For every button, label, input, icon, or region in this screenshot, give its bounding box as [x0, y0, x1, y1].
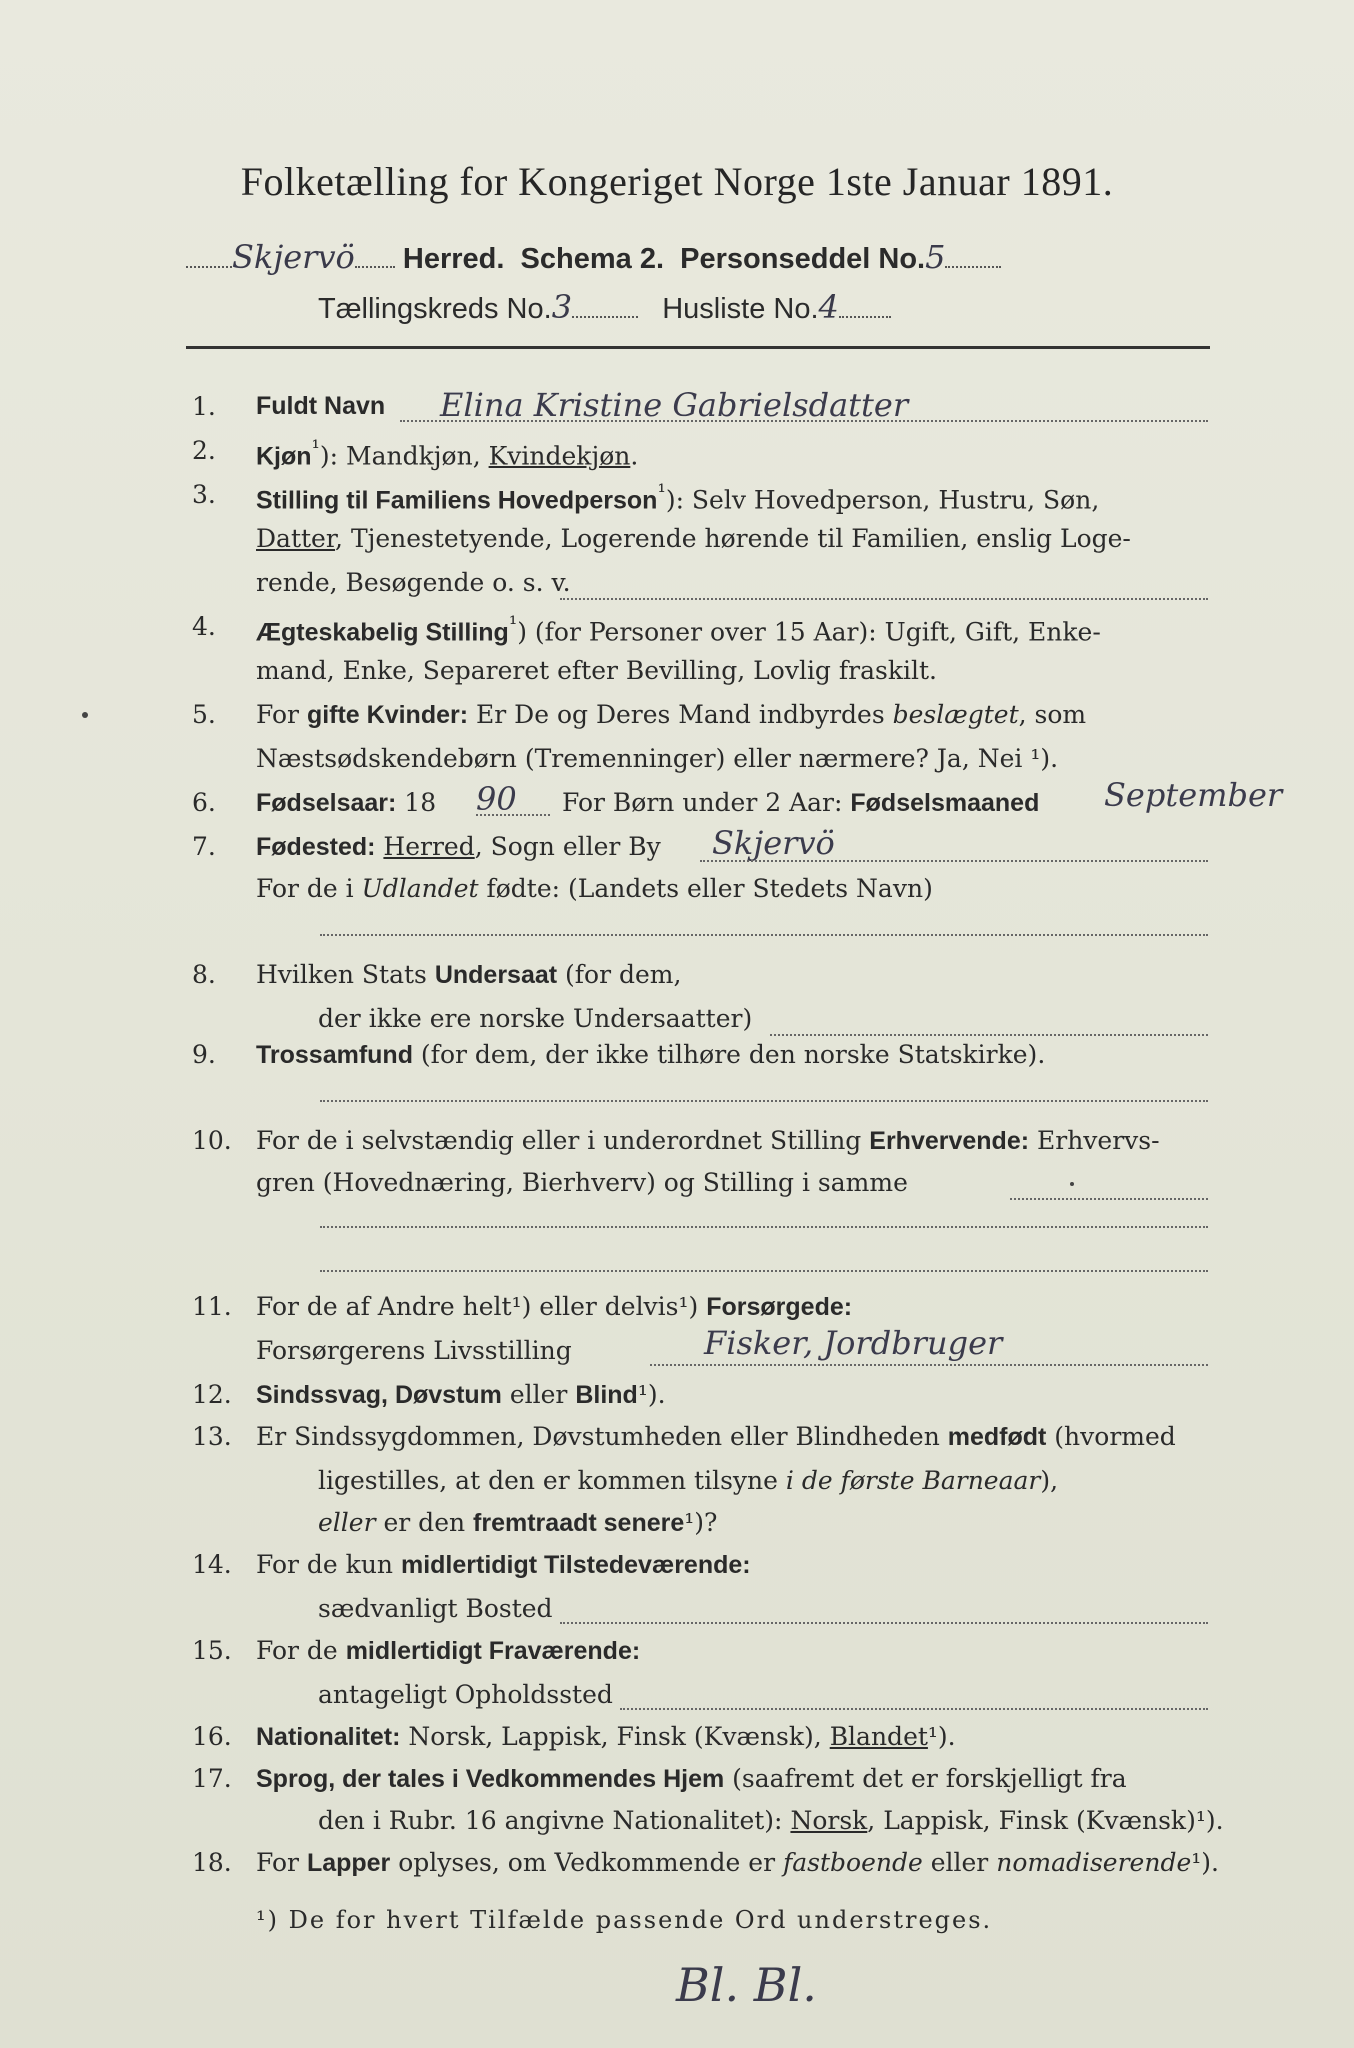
item-14 [0, 1550, 1354, 1590]
item-text: ) (for Personer over 15 Aar): Ugift, Gift, Enke- [517, 617, 1101, 647]
item-number: 9. [192, 1040, 216, 1069]
kreds-label: Tællingskreds No. [318, 293, 552, 325]
item-8-line-2 [0, 1004, 1354, 1044]
item-number: 16. [192, 1722, 232, 1751]
item-text: , Lappisk, Finsk (Kvænsk)¹). [867, 1806, 1224, 1835]
full-name-value: Elina Kristine Gabrielsdatter [440, 386, 909, 424]
item-text: er den [375, 1508, 474, 1537]
fill-line [320, 1226, 1208, 1228]
fill-line [320, 1100, 1208, 1102]
item-number: 12. [192, 1380, 232, 1409]
item-number: 11. [192, 1292, 232, 1321]
item-number: 10. [192, 1126, 232, 1155]
item-label: Nationalitet: [256, 1723, 401, 1751]
item-text: For de i [256, 874, 362, 903]
signature: Bl. Bl. [676, 1958, 817, 2012]
personseddel-value: 5 [925, 238, 946, 276]
kreds-value: 3 [551, 288, 573, 326]
item-text: oplyses, om Vedkommende er [390, 1848, 783, 1877]
item-text: beslægtet [892, 700, 1019, 729]
item-13-line-3 [0, 1508, 1354, 1548]
selected-option: Kvindekjøn [488, 441, 631, 471]
item-label: Erhvervende: [869, 1127, 1030, 1155]
herred-value: Skjervö [232, 238, 355, 276]
item-text: sædvanligt Bosted [318, 1594, 553, 1623]
item-text: fødte: (Landets eller Stedets Navn) [478, 874, 933, 903]
item-number: 13. [192, 1422, 232, 1451]
item-number: 17. [192, 1764, 232, 1793]
item-4: 4. Ægteskabelig Stilling$^{^1}$) (for Personer over 15 Aar): Ugift, Gift, Enke- [192, 612, 1101, 647]
item-9 [0, 1040, 1354, 1080]
item-text: gren (Hovednæring, Bierhverv) og Stilling i samme [256, 1168, 908, 1197]
item-text: ¹)? [684, 1508, 718, 1537]
item-text: ¹). [1191, 1848, 1219, 1877]
item-text: , Tjenestetyende, Logerende hørende til Familien, enslig Loge- [335, 524, 1131, 553]
item-label: Fødselsmaaned [850, 789, 1040, 817]
footnote: ¹) De for hvert Tilfælde passende Ord understreges. [256, 1906, 993, 1934]
item-11 [0, 1292, 1354, 1332]
item-text: (hvormed [1046, 1422, 1176, 1451]
item-label: Stilling til Familiens Hovedperson [256, 486, 658, 515]
item-label: midlertidigt Fraværende: [345, 1637, 641, 1665]
item-label: fremtraadt senere [473, 1509, 685, 1537]
item-text: ¹). [637, 1380, 666, 1409]
item-label: Undersaat [434, 961, 558, 989]
item-text: (for dem, der ikke tilhøre den norske Statskirke). [412, 1040, 1046, 1069]
item-label: Blind [575, 1381, 638, 1409]
item-text: rende, Besøgende o. s. v. [256, 568, 571, 597]
item-text: Forsørgerens Livsstilling [256, 1336, 572, 1365]
item-3-line-2 [0, 524, 1354, 564]
item-text: nomadiserende [996, 1848, 1192, 1877]
item-label: Fødested: [256, 833, 376, 861]
item-text: ): Selv Hovedperson, Hustru, Søn, [665, 485, 1100, 515]
item-17-line-2 [0, 1806, 1354, 1846]
item-text: antageligt Opholdssted [318, 1680, 613, 1709]
item-number: 14. [192, 1550, 232, 1579]
herred-line [186, 238, 1001, 276]
fill-line [320, 934, 1208, 936]
item-3: 3. Stilling til Familiens Hovedperson$^{^1}$): Selv Hovedperson, Hustru, Søn, [192, 480, 1100, 515]
item-text: For [256, 700, 307, 729]
item-text: ), [1040, 1466, 1059, 1495]
item-label: Sprog, der tales i Vedkommendes Hjem [256, 1765, 725, 1793]
item-number: 8. [192, 960, 216, 989]
husliste-value: 4 [818, 288, 839, 326]
selected-option: Blandet [829, 1722, 928, 1751]
form-title: Folketælling for Kongeriget Norge 1ste Januar 1891. [240, 159, 1114, 204]
item-text: Næstsødskendebørn (Tremenninger) eller nærmere? Ja, Nei ¹). [256, 744, 1059, 773]
item-text: den i Rubr. 16 angivne Nationalitet): [318, 1806, 791, 1835]
paper-speck [1070, 1182, 1074, 1186]
item-text: der ikke ere norske Undersaatter) [318, 1004, 753, 1033]
item-text: ): Mandkjøn, [319, 441, 489, 471]
item-8 [0, 960, 1354, 1000]
herred-label: Herred. [402, 243, 505, 275]
item-label: Sindssvag, Døvstum [256, 1381, 502, 1409]
item-5 [0, 700, 1354, 740]
item-label: Lapper [306, 1849, 391, 1877]
item-15-line-2 [0, 1680, 1354, 1720]
selected-option: Norsk [790, 1806, 868, 1835]
item-text: ¹). [927, 1722, 956, 1751]
item-text: . [630, 441, 639, 471]
fill-line [770, 1034, 1208, 1036]
schema-label: Schema 2. [520, 243, 665, 275]
birthplace-value: Skjervö [712, 824, 835, 862]
fill-line [650, 1364, 1208, 1366]
item-label: Trossamfund [256, 1041, 413, 1069]
item-13-line-2 [0, 1466, 1354, 1506]
paper-speck [82, 712, 88, 718]
fill-line [700, 860, 1208, 862]
item-text: (saafremt det er forskjelligt fra [724, 1764, 1127, 1793]
item-3-line-3 [0, 568, 1354, 608]
item-text: For de kun [256, 1550, 401, 1579]
item-17 [0, 1764, 1354, 1804]
item-label: gifte Kvinder: [306, 701, 469, 729]
item-12 [0, 1380, 1354, 1420]
item-text: Hvilken Stats [256, 960, 435, 989]
item-text: , som [1018, 700, 1087, 729]
item-10 [0, 1126, 1354, 1166]
selected-option: Datter [256, 524, 336, 553]
item-text: Udlandet [361, 874, 479, 903]
item-number: 15. [192, 1636, 232, 1665]
item-15 [0, 1636, 1354, 1676]
item-text: eller [922, 1848, 997, 1877]
fill-line [560, 598, 1208, 600]
item-4-line-2 [0, 656, 1354, 696]
birth-month-value: September [1104, 776, 1283, 814]
item-14-line-2 [0, 1594, 1354, 1634]
item-13 [0, 1422, 1354, 1462]
item-11-line-2 [0, 1336, 1354, 1376]
provider-occupation-value: Fisker, Jordbruger [704, 1324, 1003, 1362]
fill-line [320, 1270, 1208, 1272]
kreds-line [318, 288, 891, 326]
item-text: eller [318, 1508, 376, 1537]
item-label: Kjøn [256, 442, 312, 471]
item-number: 6. [192, 788, 216, 817]
item-text: Erhvervs- [1029, 1126, 1160, 1155]
item-text: fastboende [782, 1848, 923, 1877]
item-number: 7. [192, 832, 216, 861]
item-text: Er Sindssygdommen, Døvstumheden eller Blindheden [256, 1422, 948, 1451]
item-number: 1. [192, 392, 216, 421]
item-text: For de af Andre helt¹) eller delvis¹) [256, 1292, 707, 1321]
item-text: i de første Barneaar [785, 1466, 1041, 1495]
item-number: 2. [192, 436, 216, 465]
item-text: eller [501, 1380, 576, 1409]
item-text: (for dem, [557, 960, 682, 989]
item-label: midlertidigt Tilstedeværende: [400, 1551, 751, 1579]
personseddel-label: Personseddel No. [680, 243, 926, 275]
item-label: Ægteskabelig Stilling [256, 618, 509, 647]
item-text: For de [256, 1636, 346, 1665]
item-number: 5. [192, 700, 216, 729]
item-text: Er De og Deres Mand indbyrdes [468, 700, 893, 729]
selected-option: Herred [383, 832, 475, 861]
item-text: For de i selvstændig eller i underordnet Stilling [256, 1126, 870, 1155]
item-text: 18 [396, 788, 437, 817]
header-rule [186, 346, 1210, 349]
item-label: medfødt [947, 1423, 1047, 1451]
item-text: mand, Enke, Separeret efter Bevilling, Lovlig fraskilt. [256, 656, 937, 685]
fill-line [1010, 1198, 1208, 1200]
item-2 [0, 436, 1354, 476]
item-text: For [256, 1848, 307, 1877]
item-label: Fødselsaar: [256, 789, 397, 817]
item-10-line-2 [0, 1168, 1354, 1208]
birth-year-value: 90 [476, 780, 517, 818]
item-number: 4. [192, 612, 216, 641]
item-16 [0, 1722, 1354, 1762]
item-18 [0, 1848, 1354, 1888]
footnote-mark: ¹ [311, 436, 320, 460]
item-label: Forsørgede: [706, 1293, 853, 1321]
item-text: , Sogn eller By [474, 832, 661, 861]
item-number: 18. [192, 1848, 232, 1877]
fill-line [620, 1708, 1208, 1710]
item-text: ligestilles, at den er kommen tilsyne [318, 1466, 786, 1495]
fill-line [400, 420, 1208, 422]
item-text: Norsk, Lappisk, Finsk (Kvænsk), [400, 1722, 830, 1751]
item-number: 3. [192, 480, 216, 509]
husliste-label: Husliste No. [662, 293, 819, 325]
fill-line [560, 1622, 1208, 1624]
item-text: For Børn under 2 Aar: [562, 788, 851, 817]
item-7-line-2 [0, 874, 1354, 914]
item-label: Fuldt Navn [256, 392, 386, 420]
item-7 [0, 832, 1354, 872]
